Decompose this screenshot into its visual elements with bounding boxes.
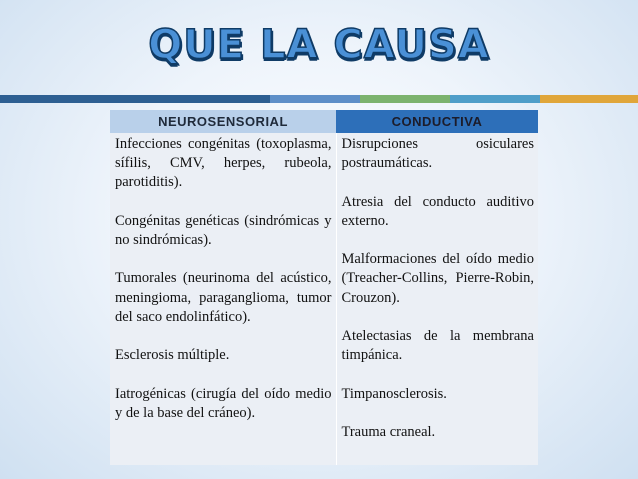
header-neurosensorial: NEUROSENSORIAL [110,110,336,133]
list-item: Timpanosclerosis. [341,385,447,402]
accent-bar [0,95,638,103]
list-item: Congénitas genéticas (sindrómicas y no sindrómicas). [115,212,332,248]
list-item: Disrupciones osiculares postraumáticas. [341,136,534,172]
list-item: Malformaciones del oído medio (Treacher-Collins, Pierre-Robin, Crouzon). [341,251,534,306]
table-row [110,133,538,465]
causes-table [110,110,538,466]
list-item: Infecciones congénitas (toxoplasma, sífilis, CMV, herpes, rubeola, parotiditis). [115,136,332,191]
table-header-row [110,110,538,133]
list-item: Atresia del conducto auditivo externo. [341,193,534,229]
accent-segment [0,95,270,103]
list-item: Esclerosis múltiple. [115,347,230,364]
accent-segment [450,95,540,103]
list-item: Tumorales (neurinoma del acústico, meningioma, paraganglioma, tumor del saco endolinfático). [115,270,332,325]
header-conductiva: CONDUCTIVA [336,110,538,133]
accent-segment [270,95,360,103]
accent-segment [540,95,638,103]
neurosensorial-cell [110,133,336,465]
conductiva-cell [336,133,538,465]
slide-title: QUE LA CAUSA [148,22,490,68]
list-item: Atelectasias de la membrana timpánica. [341,327,534,364]
list-item: Iatrogénicas (cirugía del oído medio y de la base del cráneo). [115,385,332,421]
accent-segment [360,95,450,103]
list-item: Trauma craneal. [341,423,436,440]
